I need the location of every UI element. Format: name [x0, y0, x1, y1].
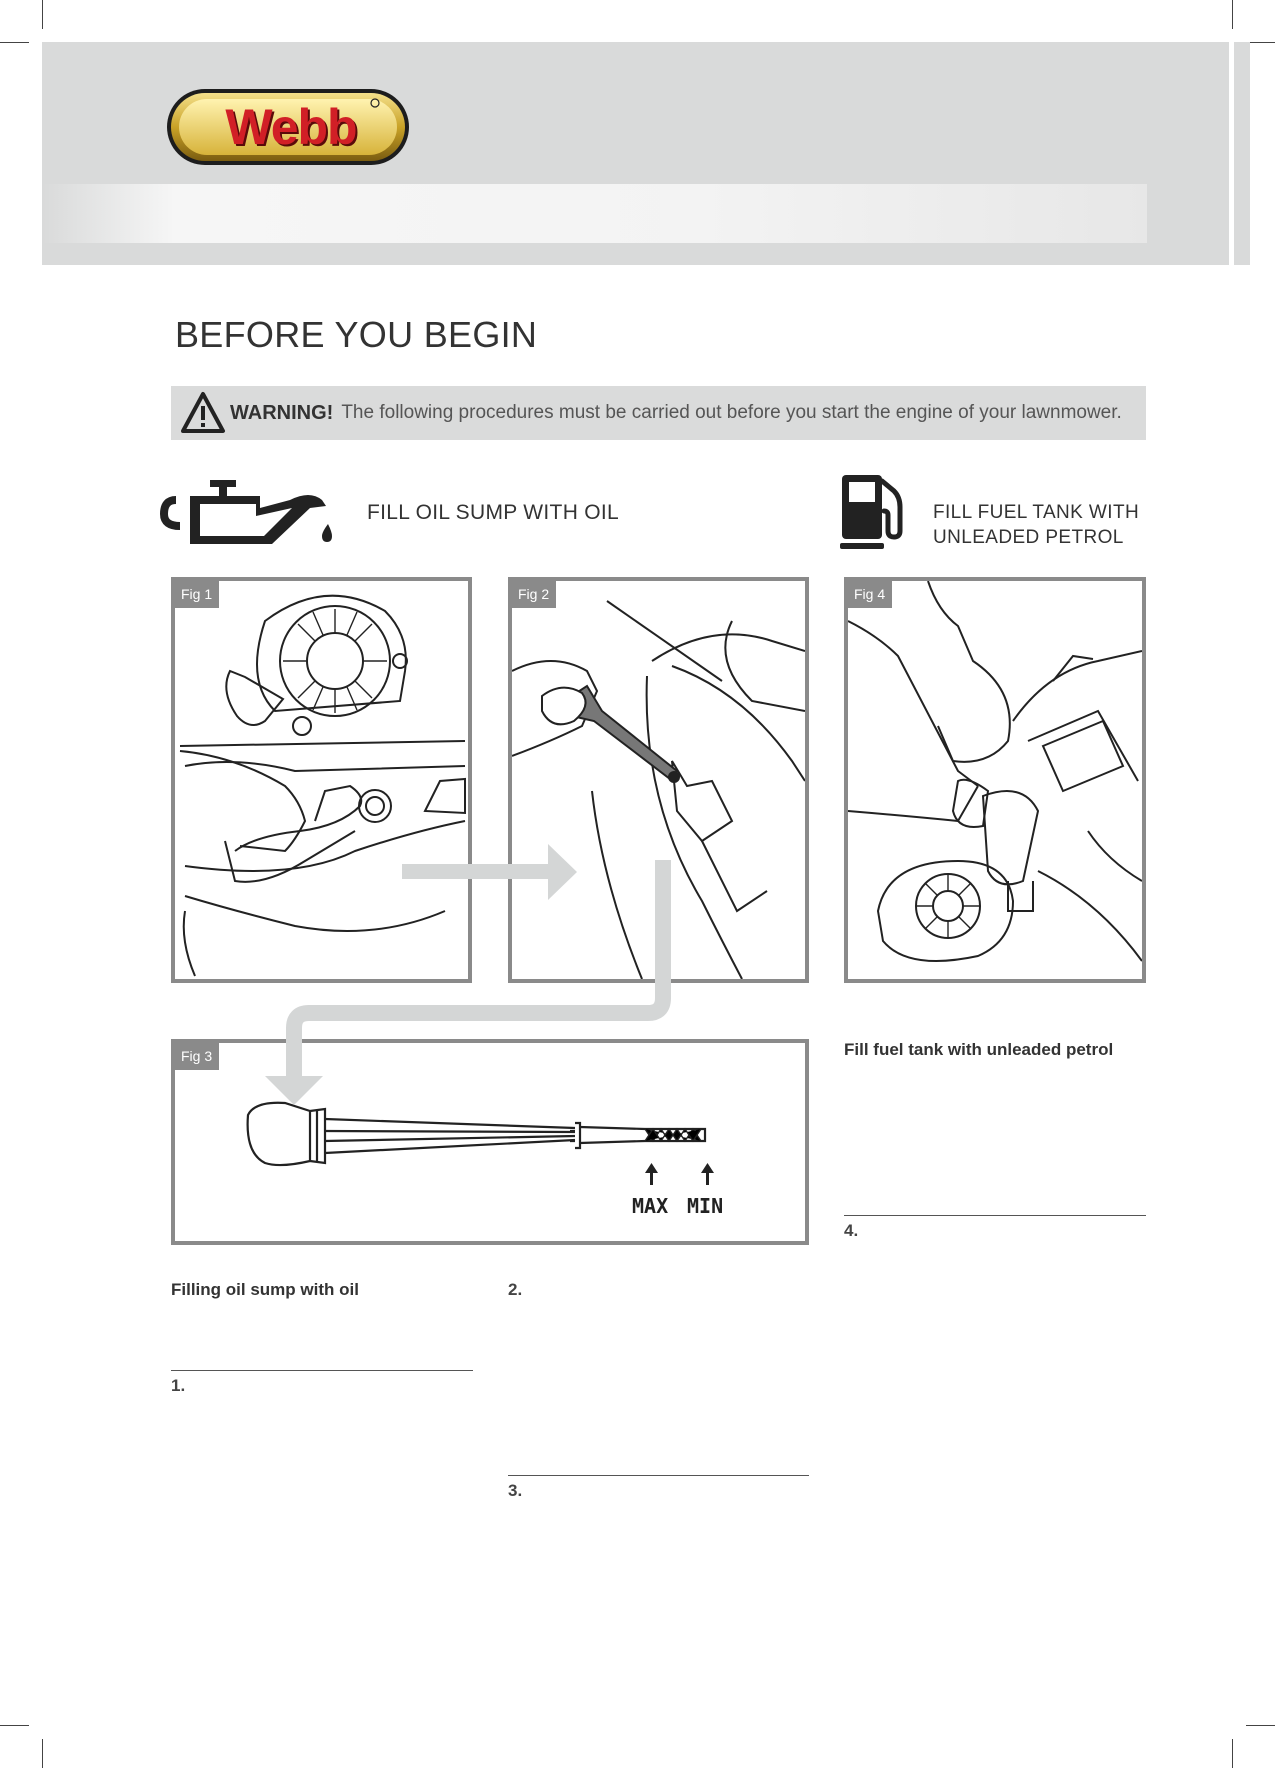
figure-label: Fig 2 [512, 581, 556, 608]
header-edge-strip [1234, 42, 1250, 265]
crop-mark [0, 1725, 29, 1726]
step-number-1: 1. [171, 1376, 186, 1395]
page-title: BEFORE YOU BEGIN [175, 314, 538, 355]
crop-mark [1232, 0, 1233, 29]
divider-rule [171, 1370, 473, 1371]
section-title-fuel-line2: UNLEADED PETROL [933, 527, 1124, 548]
oil-can-icon [160, 478, 336, 550]
step-number-2: 2. [508, 1280, 523, 1299]
divider-rule [844, 1215, 1146, 1216]
step-number-4: 4. [844, 1221, 859, 1240]
fuel-pump-icon [840, 473, 906, 551]
figure-label: Fig 4 [848, 581, 892, 608]
header-gradient-strip [42, 184, 1147, 243]
crop-mark [0, 42, 29, 43]
oil-caption: Filling oil sump with oil [171, 1280, 359, 1299]
brand-logo [165, 86, 411, 168]
crop-mark [1246, 1725, 1275, 1726]
dipstick-level-illustration [175, 1043, 805, 1241]
crop-mark [42, 0, 43, 29]
fuel-fill-illustration [848, 581, 1142, 979]
section-title-fuel [933, 500, 1139, 550]
fuel-caption: Fill fuel tank with unleaded petrol [844, 1040, 1114, 1059]
warning-banner [171, 386, 1146, 440]
warning-label: WARNING! [230, 401, 334, 424]
dipstick-min-label: MIN [687, 1194, 724, 1218]
crop-mark [1246, 42, 1275, 43]
figure-label: Fig 1 [175, 581, 219, 608]
dipstick-removal-illustration [512, 581, 805, 979]
figure-label: Fig 3 [175, 1043, 219, 1070]
crop-mark [42, 1739, 43, 1768]
dipstick-max-label: MAX [632, 1194, 669, 1218]
divider-rule [508, 1475, 809, 1476]
crop-mark [1232, 1739, 1233, 1768]
warning-text: The following procedures must be carried out before you start the engine of your lawnmower. [341, 402, 1122, 423]
figure-2 [508, 577, 809, 983]
engine-oil-fill-illustration [175, 581, 468, 979]
section-title-oil: FILL OIL SUMP WITH OIL [367, 501, 620, 524]
figure-4 [844, 577, 1146, 983]
figure-1 [171, 577, 472, 983]
warning-triangle-icon [180, 391, 226, 435]
brand-wordmark: Webb [225, 99, 357, 155]
section-title-fuel-line1: FILL FUEL TANK WITH [933, 502, 1140, 523]
figure-3 [171, 1039, 809, 1245]
step-number-3: 3. [508, 1481, 523, 1500]
